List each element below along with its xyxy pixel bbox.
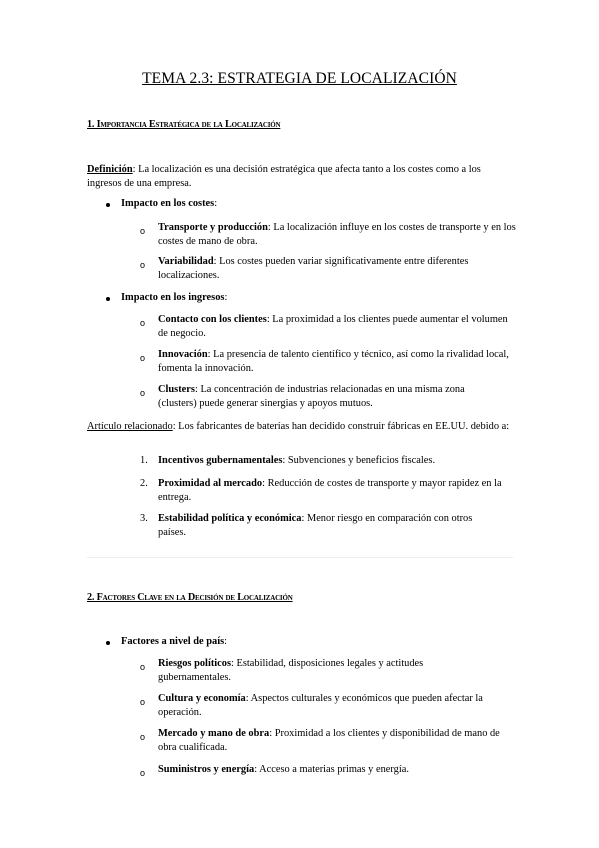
sub-bullet-marker: o	[140, 388, 146, 398]
sub-bullet-variability	[158, 255, 498, 283]
sub-bullet-marker: o	[140, 697, 146, 707]
bullet-revenue-label: Impacto en los ingresos	[121, 292, 225, 303]
bullet-dot	[106, 641, 110, 645]
sub-bullet-marker: o	[140, 768, 146, 778]
sub-bullet-label: Innovación	[158, 349, 208, 360]
numbered-item-incentives	[158, 454, 518, 468]
article-text: : Los fabricantes de baterías han decidido construir fábricas en EE.UU. debido a:	[172, 421, 510, 432]
numbered-item-text: : Subvenciones y beneficios fiscales.	[282, 455, 436, 466]
bullet-dot	[106, 297, 110, 301]
list-number: 3.	[140, 513, 148, 524]
list-number: 2.	[140, 478, 148, 489]
sub-bullet-marker: o	[140, 318, 146, 328]
sub-bullet-text: : Acceso a materias primas y energía.	[254, 764, 409, 775]
section-heading-factors: 2. Factores Clave en la Decisión de Localización	[87, 592, 293, 603]
sub-bullet-label: Transporte y producción	[158, 222, 268, 233]
section-heading-importance: 1. Importancia Estratégica de la Localización	[87, 119, 281, 130]
sub-bullet-marker: o	[140, 353, 146, 363]
sub-bullet-text: : La proximidad a los clientes puede aumentar el volumen de negocio.	[158, 314, 508, 339]
sub-bullet-text: : La presencia de talento científico y técnico, así como la rivalidad local, fomenta la innovación.	[158, 349, 509, 374]
sub-bullet-label: Cultura y economía	[158, 693, 246, 704]
numbered-item-text: : Menor riesgo en comparación con otros países.	[158, 513, 473, 538]
sub-bullet-marker: o	[140, 260, 146, 270]
article-label: Artículo relacionado	[87, 421, 173, 432]
sub-bullet-text: : Proximidad a los clientes y disponibilidad de mano de obra cualificada.	[158, 728, 500, 753]
sub-bullet-clients	[158, 313, 518, 341]
bullet-dot	[106, 203, 110, 207]
document-title: TEMA 2.3: ESTRATEGIA DE LOCALIZACIÓN	[142, 70, 457, 87]
sub-bullet-marker: o	[140, 226, 146, 236]
sub-bullet-label: Suministros y energía	[158, 764, 255, 775]
sub-bullet-market-labor	[158, 727, 518, 755]
article-paragraph	[87, 420, 519, 434]
sub-bullet-supplies-energy	[158, 763, 518, 777]
bullet-country-label: Factores a nivel de país	[121, 636, 225, 647]
definition-paragraph	[87, 163, 517, 191]
sub-bullet-innovation	[158, 348, 518, 376]
bullet-colon: :	[224, 292, 228, 303]
bullet-costs-label: Impacto en los costes	[121, 198, 215, 209]
sub-bullet-text: : Los costes pueden variar significativamente entre diferentes localizaciones.	[158, 256, 469, 281]
sub-bullet-label: Variabilidad	[158, 256, 214, 267]
sub-bullet-label: Clusters	[158, 384, 195, 395]
numbered-item-proximity	[158, 477, 518, 505]
sub-bullet-clusters	[158, 383, 503, 411]
definition-text: : La localización es una decisión estratégica que afecta tanto a los costes como a los ingresos de una empresa.	[87, 164, 481, 189]
sub-bullet-label: Riesgos políticos	[158, 658, 232, 669]
bullet-country-factors	[121, 635, 521, 649]
section-divider	[87, 557, 513, 558]
bullet-colon: :	[214, 198, 218, 209]
list-number: 1.	[140, 455, 148, 466]
sub-bullet-text: : La concentración de industrias relacionadas en una misma zona (clusters) puede generar sinergias y apoyos mutuos.	[158, 384, 465, 409]
sub-bullet-culture-economy	[158, 692, 513, 720]
sub-bullet-text: : Estabilidad, disposiciones legales y actitudes gubernamentales.	[158, 658, 424, 683]
bullet-revenue	[121, 291, 521, 305]
sub-bullet-label: Contacto con los clientes	[158, 314, 267, 325]
numbered-item-label: Estabilidad política y económica	[158, 513, 302, 524]
bullet-costs	[121, 197, 521, 211]
numbered-item-label: Incentivos gubernamentales	[158, 455, 283, 466]
definition-label: Definición	[87, 164, 133, 175]
numbered-item-text: : Reducción de costes de transporte y mayor rapidez en la entrega.	[158, 478, 502, 503]
sub-bullet-label: Mercado y mano de obra	[158, 728, 270, 739]
numbered-item-stability	[158, 512, 488, 540]
sub-bullet-transport	[158, 221, 518, 249]
sub-bullet-political-risks	[158, 657, 488, 685]
bullet-colon: :	[224, 636, 228, 647]
sub-bullet-text: : Aspectos culturales y económicos que pueden afectar la operación.	[158, 693, 483, 718]
sub-bullet-marker: o	[140, 732, 146, 742]
sub-bullet-marker: o	[140, 662, 146, 672]
sub-bullet-text: : La localización influye en los costes de transporte y en los costes de mano de obra.	[158, 222, 516, 247]
numbered-item-label: Proximidad al mercado	[158, 478, 263, 489]
